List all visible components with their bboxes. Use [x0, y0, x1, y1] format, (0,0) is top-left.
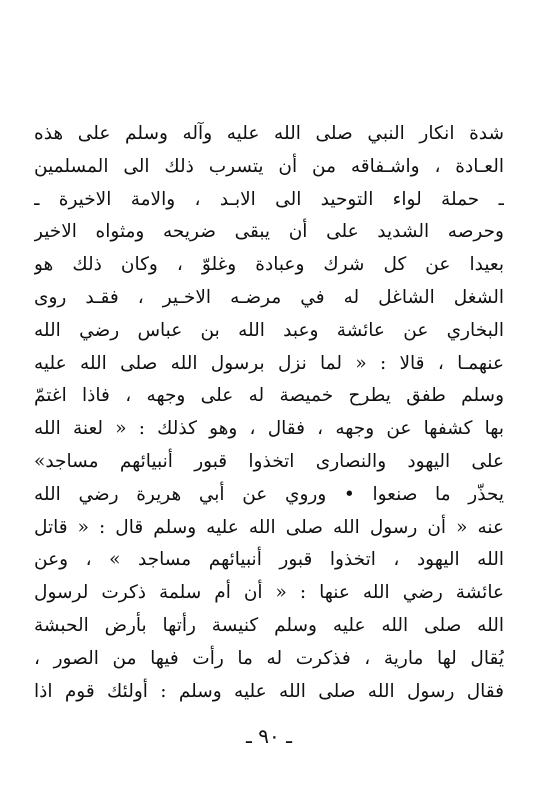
text-line: عائشة رضي الله عنها : « أن أم سلمة ذكرت لرسول: [34, 582, 504, 604]
text-line: الشغل الشاغل له في مرضـه الاخـير ، فقـد روى: [34, 286, 504, 308]
text-line: بعيدا عن كل شرك وعبادة وغلوّ ، وكان ذلك هو: [34, 254, 504, 276]
text-line: البخاري عن عائشة وعبد الله بن عباس رضي الله: [34, 319, 504, 341]
text-line: عنهمـا ، قالا : « لما نزل برسول الله صلى الله عليه: [34, 352, 504, 374]
text-line: على اليهود والنصارى اتخذوا قبور أنبيائهم مساجد»: [34, 450, 504, 472]
text-line: وسلم طفق يطرح خميصة له على وجهه ، فاذا اغتمّ: [34, 385, 504, 407]
text-line: شدة انكار النبي صلى الله عليه وآله وسلم على هذه: [34, 123, 504, 144]
text-line: يحذّر ما صنعوا • وروي عن أبي هريرة رضي الله: [34, 483, 504, 505]
text-line: فقال رسول الله صلى الله عليه وسلم : أولئك قوم اذا: [34, 680, 504, 702]
page-number: ـ ٩٠ ـ: [246, 724, 292, 748]
text-line: بها كشفها عن وجهه ، فقال ، وهو كذلك : « لعنة الله: [34, 418, 504, 440]
text-line: وحرصه الشديد على أن يبقى ضريحه ومثواه الاخير: [34, 221, 504, 243]
text-line: يُقال لها مارية ، فذكرت له ما رأت فيها من الصور ،: [34, 647, 504, 669]
text-line: ـ حملة لواء التوحيد الى الابـد ، والامة الاخيرة ـ: [34, 188, 504, 210]
text-line: الله اليهود ، اتخذوا قبور أنبيائهم مساجد » ، وعن: [34, 549, 504, 571]
text-line: عنه « أن رسول الله صلى الله عليه وسلم قال : « قاتل: [34, 516, 504, 538]
body-text: [34, 118, 504, 708]
text-line: العـادة ، واشـفاقه من أن يتسرب ذلك الى المسلمين: [34, 155, 504, 177]
text-line: الله صلى الله عليه وسلم كنيسة رأتها بأرض الحبشة: [34, 614, 504, 636]
